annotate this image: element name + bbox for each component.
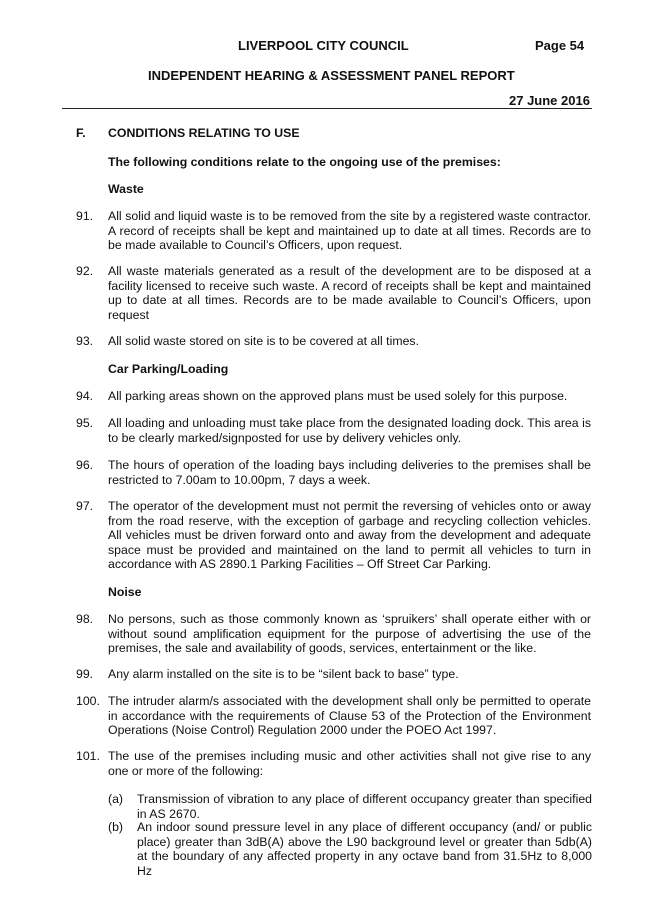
subitem-text: Transmission of vibration to any place of different occupancy greater than specified in AS 2670. bbox=[137, 792, 592, 821]
subitem-text: An indoor sound pressure level in any place of different occupancy (and/ or public place) greater than 3dB(A) above the L90 background level or greater than 5db(A) at the boundary of any affected property in any octave band from 31.5Hz to 8,000 Hz bbox=[137, 820, 592, 878]
condition-number: 97. bbox=[76, 499, 94, 513]
condition-number: 101. bbox=[76, 749, 100, 763]
condition-text: No persons, such as those commonly known as ‘spruikers’ shall operate either with or without sound amplification equipment for the purpose of advertising the use of the premises, the sale and availability of goods, services, entertainment or the like. bbox=[108, 612, 591, 656]
condition-number: 91. bbox=[76, 209, 94, 223]
heading-car-parking: Car Parking/Loading bbox=[108, 362, 229, 376]
condition-number: 100. bbox=[76, 694, 100, 708]
report-date: 27 June 2016 bbox=[509, 93, 590, 108]
condition-number: 95. bbox=[76, 416, 94, 430]
heading-noise: Noise bbox=[108, 585, 142, 599]
condition-text: The operator of the development must not permit the reversing of vehicles onto or away from the road reserve, with the exception of garbage and recycling collection vehicles. All vehicles must be driven forward onto and away from the development and adequate space must be provided and maintained on the land to permit all vehicles to turn in accordance with AS 2890.1 Parking Facilities – Off Street Car Parking. bbox=[108, 499, 591, 572]
condition-text: All waste materials generated as a result of the development are to be disposed at a facility licensed to receive such waste. A record of receipts shall be kept and maintained up to date at all times. Records are to be made available to Council’s Officers, upon request bbox=[108, 264, 591, 322]
condition-number: 99. bbox=[76, 667, 94, 681]
condition-number: 96. bbox=[76, 458, 94, 472]
condition-number: 94. bbox=[76, 389, 94, 403]
condition-text: All solid waste stored on site is to be covered at all times. bbox=[108, 334, 419, 348]
section-letter: F. bbox=[76, 126, 86, 140]
subitem-label: (b) bbox=[108, 820, 124, 834]
page-number: Page 54 bbox=[535, 38, 585, 53]
condition-text: The intruder alarm/s associated with the development shall only be permitted to operate in accordance with the requirements of Clause 53 of the Protection of the Environment Operations (Noise Control) Regulation 2000 under the POEO Act 1997. bbox=[108, 694, 591, 738]
condition-text: The use of the premises including music and other activities shall not give rise to any one or more of the following: bbox=[108, 749, 591, 778]
condition-text: The hours of operation of the loading bays including deliveries to the premises shall be restricted to 7.00am to 10.00pm, 7 days a week. bbox=[108, 458, 591, 487]
council-name: LIVERPOOL CITY COUNCIL bbox=[238, 38, 409, 53]
header-rule bbox=[62, 108, 592, 109]
subitem-label: (a) bbox=[108, 792, 124, 806]
section-title: CONDITIONS RELATING TO USE bbox=[108, 126, 300, 140]
heading-waste: Waste bbox=[108, 182, 144, 196]
condition-text: All solid and liquid waste is to be removed from the site by a registered waste contractor. A record of receipts shall be kept and maintained up to date at all times. Records are to be made available to Council’s Officers, upon request. bbox=[108, 209, 591, 253]
condition-number: 93. bbox=[76, 334, 94, 348]
condition-text: All parking areas shown on the approved plans must be used solely for this purpose. bbox=[108, 389, 568, 403]
condition-number: 92. bbox=[76, 264, 94, 278]
condition-text: All loading and unloading must take place from the designated loading dock. This area is to be clearly marked/signposted for use by delivery vehicles only. bbox=[108, 416, 591, 445]
condition-number: 98. bbox=[76, 612, 94, 626]
condition-text: Any alarm installed on the site is to be “silent back to base” type. bbox=[108, 667, 459, 681]
report-title: INDEPENDENT HEARING & ASSESSMENT PANEL REPORT bbox=[148, 68, 515, 83]
section-intro: The following conditions relate to the ongoing use of the premises: bbox=[108, 155, 501, 169]
